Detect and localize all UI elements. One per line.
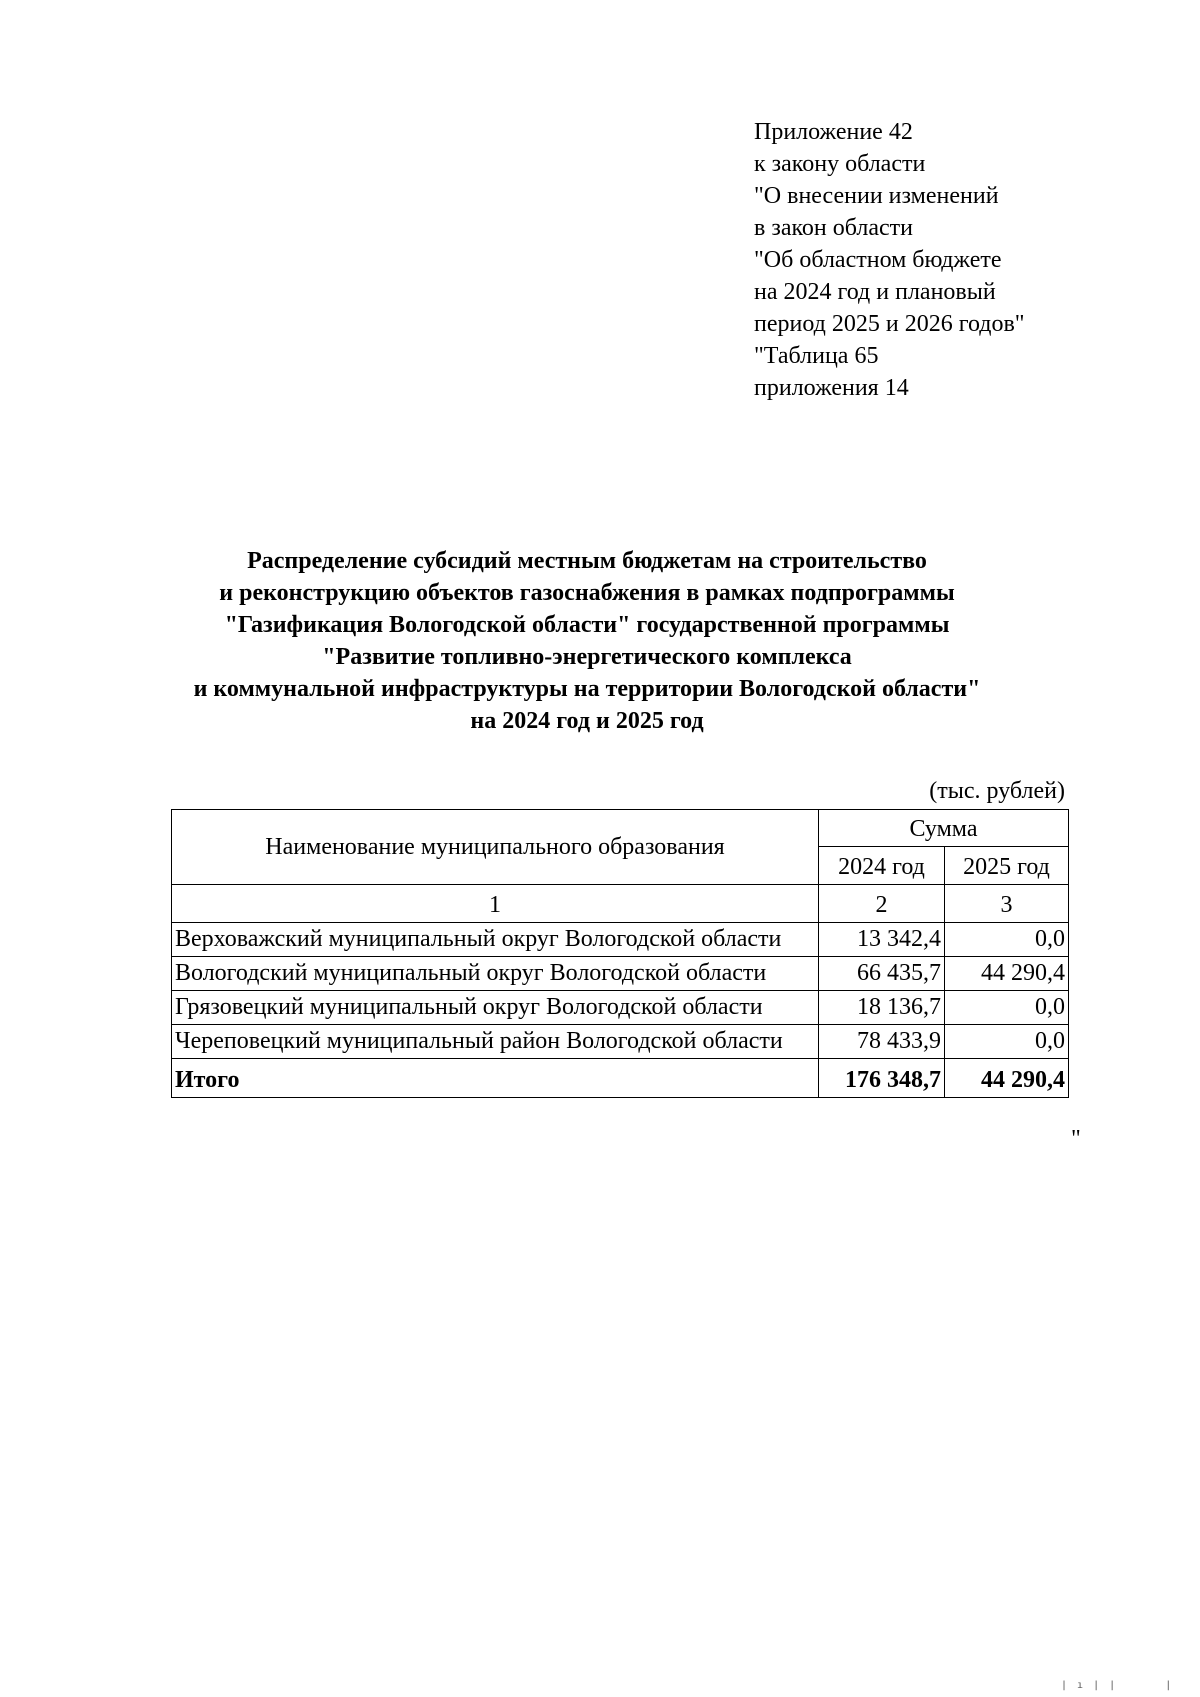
annex-line: период 2025 и 2026 годов" <box>754 311 1025 337</box>
total-row <box>172 1059 1069 1098</box>
column-number: 2 <box>819 885 945 923</box>
table-row <box>172 1025 1069 1059</box>
municipality-name: Череповецкий муниципальный район Вологодской области <box>172 1025 819 1059</box>
table-row <box>172 923 1069 957</box>
amount-2025: 44 290,4 <box>945 957 1069 991</box>
municipality-name: Грязовецкий муниципальный округ Вологодской области <box>172 991 819 1025</box>
annex-line: "О внесении изменений <box>754 183 999 209</box>
annex-line: на 2024 год и плановый <box>754 279 996 305</box>
amount-2025: 0,0 <box>945 991 1069 1025</box>
header-name: Наименование муниципального образования <box>172 810 819 885</box>
table-row <box>172 991 1069 1025</box>
table-ref-line: приложения 14 <box>754 375 909 401</box>
amount-2024: 66 435,7 <box>819 957 945 991</box>
column-number-row <box>172 885 1069 923</box>
table-ref-line: "Таблица 65 <box>754 343 879 369</box>
amount-2025: 0,0 <box>945 923 1069 957</box>
title-line: "Развитие топливно-энергетического комплекса <box>322 644 852 670</box>
column-number: 3 <box>945 885 1069 923</box>
municipality-name: Верховажский муниципальный округ Вологодской области <box>172 923 819 957</box>
document-title <box>120 545 1054 737</box>
municipality-name: Вологодский муниципальный округ Вологодской области <box>172 957 819 991</box>
total-label: Итого <box>172 1059 819 1098</box>
title-line: Распределение субсидий местным бюджетам на строительство <box>247 548 927 574</box>
annex-line: "Об областном бюджете <box>754 247 1002 273</box>
scan-mark: | ı | | | <box>1061 1680 1174 1691</box>
closing-quote: " <box>1071 1126 1081 1152</box>
title-line: на 2024 год и 2025 год <box>470 708 704 734</box>
amount-2024: 13 342,4 <box>819 923 945 957</box>
total-2024: 176 348,7 <box>819 1059 945 1098</box>
annex-line: Приложение 42 <box>754 119 913 145</box>
amount-2024: 78 433,9 <box>819 1025 945 1059</box>
units-label: (тыс. рублей) <box>929 778 1065 804</box>
header-sum: Сумма <box>819 810 1069 847</box>
annex-header <box>754 116 1025 404</box>
title-line: и реконструкцию объектов газоснабжения в рамках подпрограммы <box>219 580 955 606</box>
title-line: "Газификация Вологодской области" государственной программы <box>224 612 950 638</box>
total-2025: 44 290,4 <box>945 1059 1069 1098</box>
title-line: и коммунальной инфраструктуры на территории Вологодской области" <box>193 676 981 702</box>
column-number: 1 <box>172 885 819 923</box>
table-row <box>172 957 1069 991</box>
annex-line: к закону области <box>754 151 926 177</box>
distribution-table <box>171 809 1069 1098</box>
amount-2025: 0,0 <box>945 1025 1069 1059</box>
annex-line: в закон области <box>754 215 913 241</box>
header-year-2025: 2025 год <box>945 847 1069 885</box>
header-year-2024: 2024 год <box>819 847 945 885</box>
amount-2024: 18 136,7 <box>819 991 945 1025</box>
